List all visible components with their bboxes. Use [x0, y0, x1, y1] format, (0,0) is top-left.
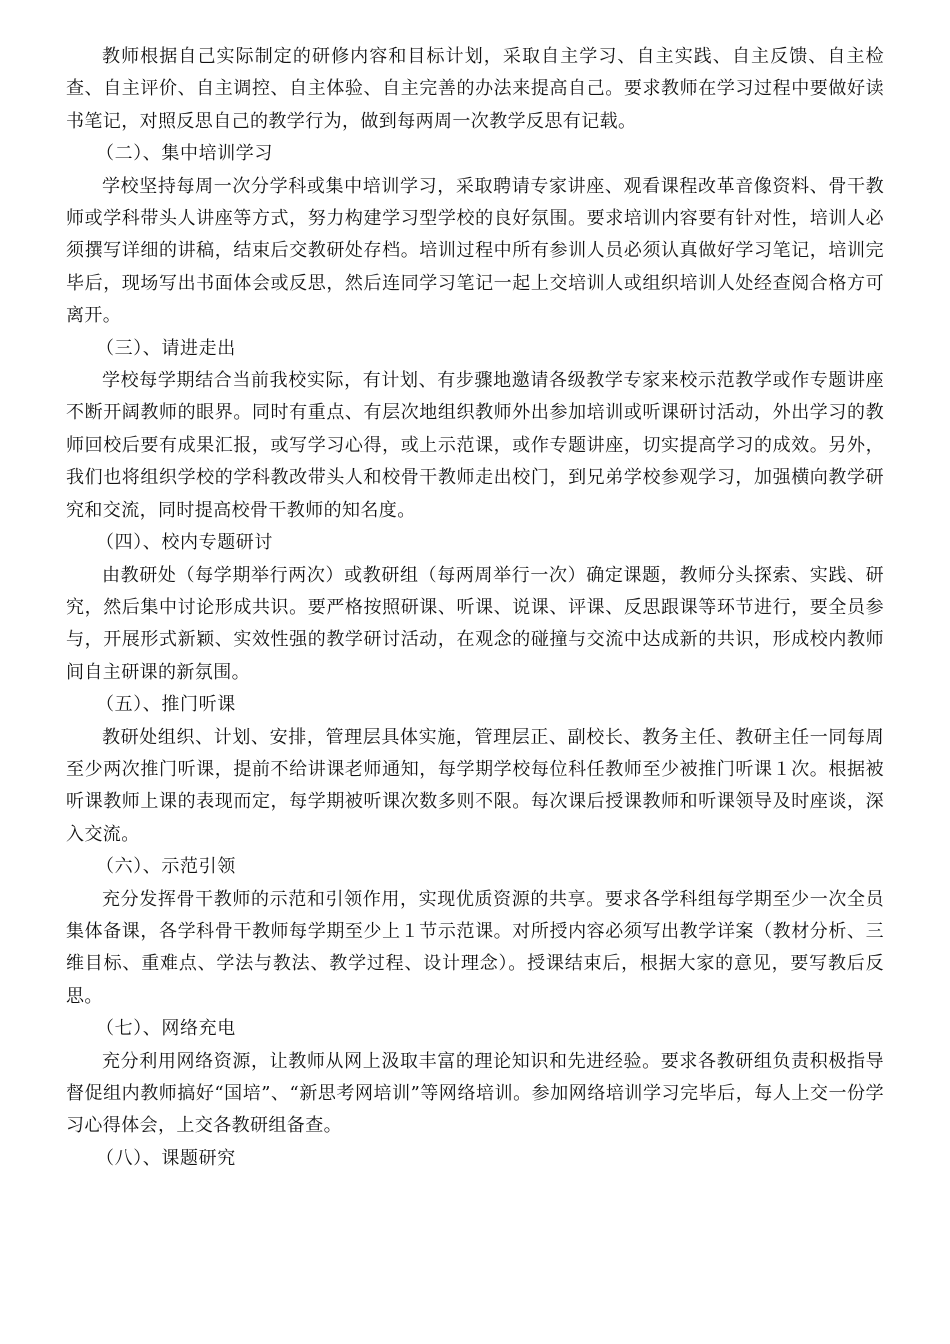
- heading-5: （五）、推门听课: [96, 694, 236, 716]
- paragraph-7: 充分利用网络资源，让教师从网上汲取丰富的理论知识和先进经验。要求各教研组负责积极指导督促组内教师搞好“国培”、“新思考网培训”等网络培训。参加网络培训学习完毕后，每人上交一份学习心得体会，上交各教研组备查。: [66, 1050, 884, 1137]
- paragraph-6: 充分发挥骨干教师的示范和引领作用，实现优质资源的共享。要求各学科组每学期至少一次全员集体备课，各学科骨干教师每学期至少上１节示范课。对所授内容必须写出教学详案（教材分析、三维目标、重难点、学法与教法、教学过程、设计理念）。授课结束后，根据大家的意见，要写教后反思。: [66, 888, 884, 1007]
- paragraph-2: 学校坚持每周一次分学科或集中培训学习，采取聘请专家讲座、观看课程改革音像资料、骨干教师或学科带头人讲座等方式，努力构建学习型学校的良好氛围。要求培训内容要有针对性，培训人必须撰写详细的讲稿，结束后交教研处存档。培训过程中所有参训人员必须认真做好学习笔记，培训完毕后，现场写出书面体会或反思，然后连同学习笔记一起上交培训人或组织培训人处经查阅合格方可离开。: [66, 175, 884, 327]
- heading-6: （六）、示范引领: [96, 856, 236, 878]
- heading-4: （四）、校内专题研讨: [96, 532, 273, 554]
- heading-3: （三）、请进走出: [96, 337, 236, 359]
- paragraph-5: 教研处组织、计划、安排，管理层具体实施，管理层正、副校长、教务主任、教研主任一同每周至少两次推门听课，提前不给讲课老师通知，每学期学校每位科任教师至少被推门听课１次。根据被听课教师上课的表现而定，每学期被听课次数多则不限。每次课后授课教师和听课领导及时座谈，深入交流。: [66, 726, 884, 845]
- heading-7: （七）、网络充电: [96, 1018, 236, 1040]
- paragraph-self-study: 教师根据自己实际制定的研修内容和目标计划，采取自主学习、自主实践、自主反馈、自主检查、自主评价、自主调控、自主体验、自主完善的办法来提高自己。要求教师在学习过程中要做好读书笔记，对照反思自己的教学行为，做到每两周一次教学反思有记载。: [66, 46, 884, 132]
- heading-2: （二）、集中培训学习: [96, 143, 273, 165]
- paragraph-4: 由教研处（每学期举行两次）或教研组（每两周举行一次）确定课题，教师分头探索、实践、研究，然后集中讨论形成共识。要严格按照研课、听课、说课、评课、反思跟课等环节进行，要全员参与，开展形式新颖、实效性强的教学研讨活动，在观念的碰撞与交流中达成新的共识，形成校内教师间自主研课的新氛围。: [66, 564, 884, 683]
- paragraph-3: 学校每学期结合当前我校实际，有计划、有步骤地邀请各级教学专家来校示范教学或作专题讲座不断开阔教师的眼界。同时有重点、有层次地组织教师外出参加培训或听课研讨活动，外出学习的教师回校后要有成果汇报，或写学习心得，或上示范课，或作专题讲座，切实提高学习的成效。另外，我们也将组织学校的学科教改带头人和校骨干教师走出校门，到兄弟学校参观学习，加强横向教学研究和交流，同时提高校骨干教师的知名度。: [66, 370, 884, 521]
- heading-8: （八）、课题研究: [96, 1147, 236, 1169]
